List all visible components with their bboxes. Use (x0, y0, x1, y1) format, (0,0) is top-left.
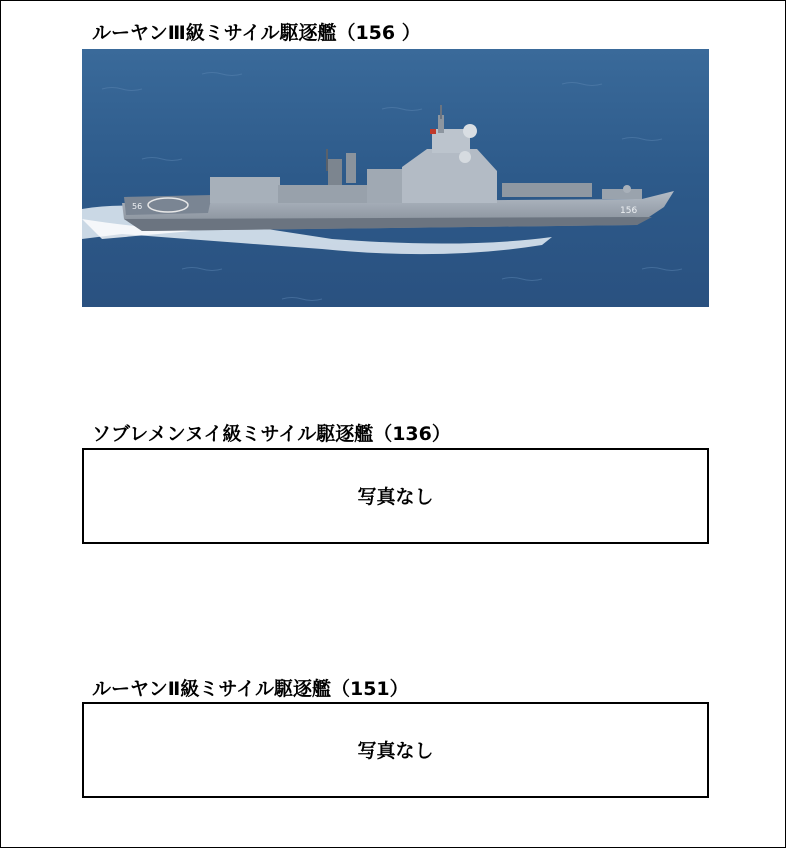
destroyer-photo (82, 49, 709, 307)
ship-title-1: ルーヤンⅢ級ミサイル駆逐艦（156 ） (92, 22, 421, 44)
no-photo-box-2 (82, 448, 709, 544)
no-photo-label-3: 写真なし (357, 739, 434, 762)
no-photo-box-3 (82, 702, 709, 798)
radar-dome (459, 151, 471, 163)
helipad-marking: 56 (132, 202, 143, 211)
ship-title-3: ルーヤンⅡ級ミサイル駆逐艦（151） (92, 678, 409, 700)
no-photo-label-2: 写真なし (357, 485, 434, 508)
ship-title-2: ソブレメンヌイ級ミサイル駆逐艦（136） (92, 423, 451, 445)
hull-number: 156 (620, 206, 638, 216)
